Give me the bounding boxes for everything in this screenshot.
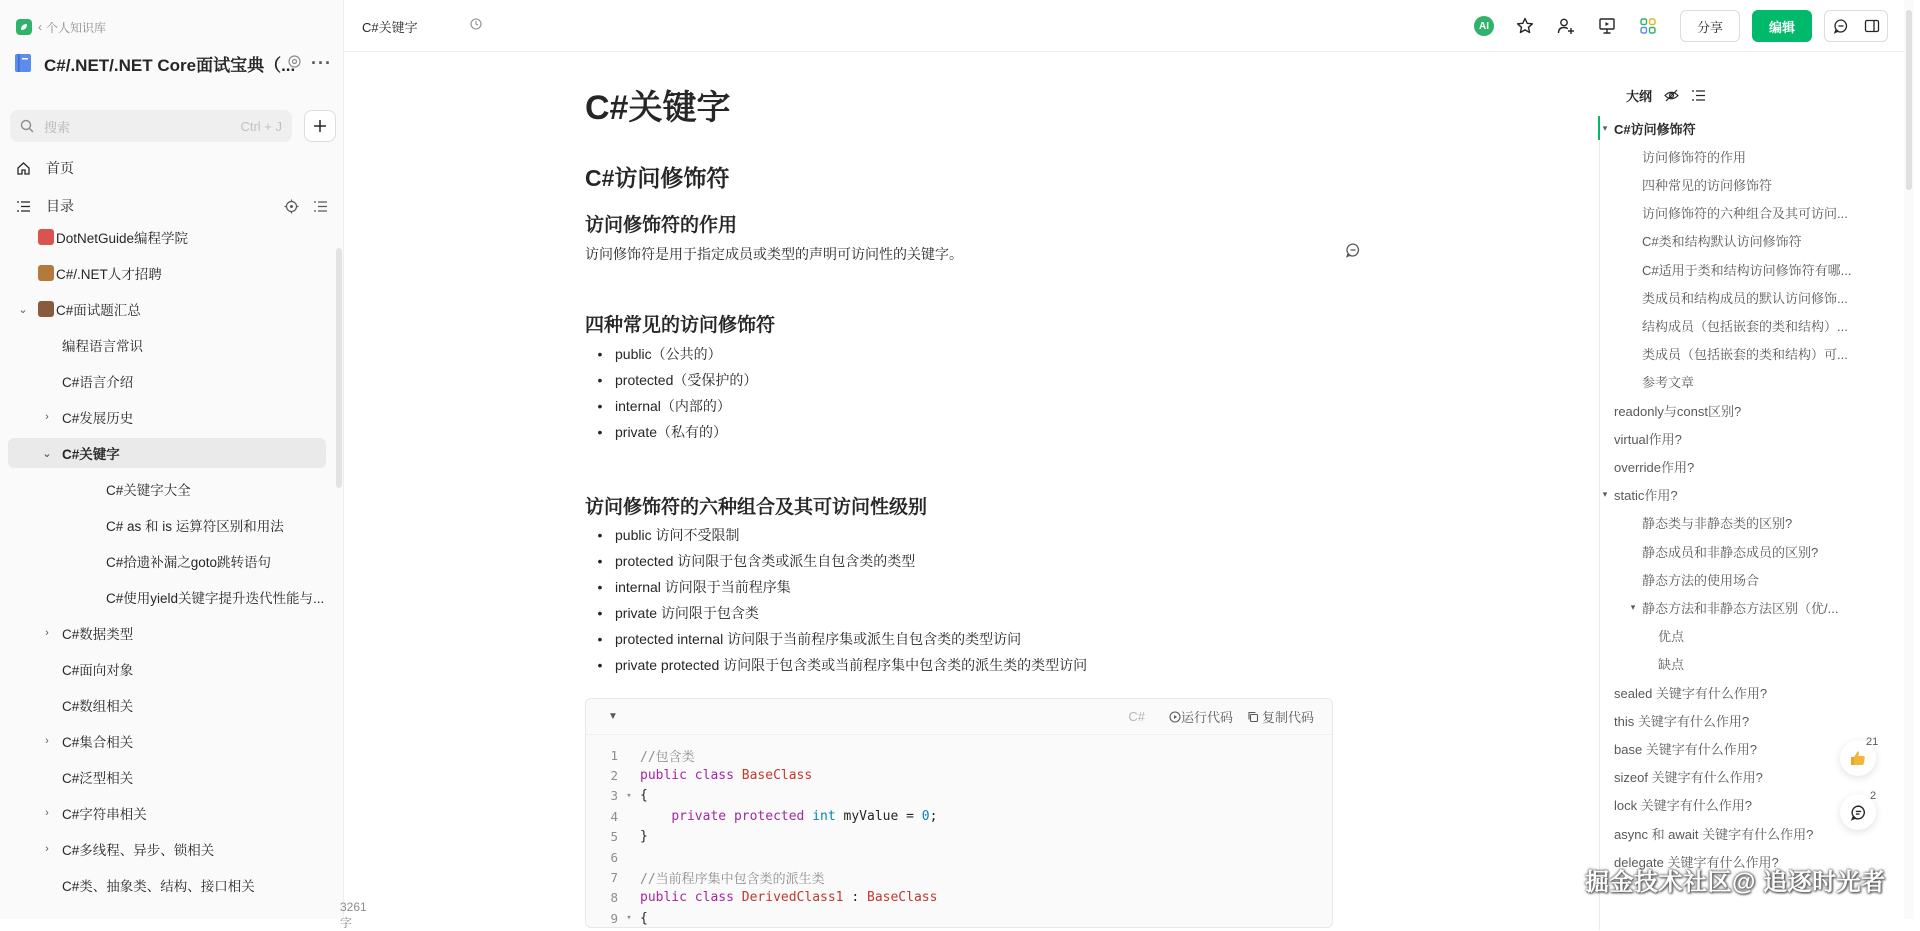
code-line <box>586 847 1332 867</box>
tree-item[interactable] <box>0 726 133 756</box>
chevron-right-icon[interactable]: › <box>45 627 49 639</box>
watermark: 掘金技术社区@ 追逐时光者 <box>1585 869 1886 896</box>
outline-track <box>1599 140 1600 930</box>
apps-icon <box>1639 17 1657 35</box>
outline-item-label: 结构成员（包括嵌套的类和结构）... <box>1642 318 1848 334</box>
edit-button[interactable]: 编辑 <box>1752 10 1812 42</box>
tree-item-label: DotNetGuide编程学院 <box>56 231 189 246</box>
emoji-icon <box>38 301 54 317</box>
tree-item-label: C#/.NET人才招聘 <box>56 267 162 282</box>
list-item: • protected 访问限于包含类或派生自包含类的类型 <box>585 548 1087 574</box>
tree-item-label: C#数组相关 <box>62 699 134 714</box>
code-line <box>586 765 1332 785</box>
chevron-right-icon[interactable]: › <box>45 807 49 819</box>
outline-item[interactable] <box>1642 343 1848 365</box>
outline-item-label: 优点 <box>1658 629 1685 645</box>
list-item: • public 访问不受限制 <box>585 522 1087 548</box>
locate-icon[interactable] <box>284 199 299 214</box>
chevron-right-icon[interactable]: › <box>45 843 49 855</box>
top-bar <box>344 0 1904 52</box>
outline-panel <box>1596 80 1896 919</box>
tree-item-label: C#关键字 <box>62 447 120 462</box>
nav-toc-label: 目录 <box>46 198 74 214</box>
line-number: 2 <box>610 768 618 784</box>
tree-item-label: C#多线程、异步、锁相关 <box>62 843 215 858</box>
emoji-icon <box>38 265 54 281</box>
copy-code-label: 复制代码 <box>1261 710 1314 725</box>
outline-item[interactable] <box>1598 117 1696 139</box>
share-button[interactable]: 分享 <box>1680 10 1740 42</box>
list-item: • internal（内部的） <box>585 393 757 419</box>
page-scrollbar[interactable] <box>1904 0 1914 919</box>
user-plus-icon <box>1557 17 1575 35</box>
outline-item-label: 访问修饰符的作用 <box>1642 149 1747 165</box>
tree-item-label: C#字符串相关 <box>62 807 147 822</box>
outline-item-label: sizeof 关键字有什么作用? <box>1614 770 1763 786</box>
list-item: • public（公共的） <box>585 341 757 367</box>
chevron-right-icon[interactable]: › <box>45 735 49 747</box>
outline-item-label: C#类和结构默认访问修饰符 <box>1642 234 1802 250</box>
star-icon <box>1516 17 1534 35</box>
tree-item-label: C#数据类型 <box>62 627 134 642</box>
triangle-down-icon[interactable]: ▾ <box>1630 601 1636 612</box>
search-icon <box>20 119 34 133</box>
book-icon <box>14 53 32 73</box>
doc-title: C#关键字 <box>585 89 731 127</box>
apps-button[interactable] <box>1632 10 1664 42</box>
tree-item[interactable] <box>0 870 255 900</box>
tree-item-label: 编程语言常识 <box>62 339 143 354</box>
outline-item-label: sealed 关键字有什么作用? <box>1614 685 1768 701</box>
outline-item[interactable] <box>1642 512 1792 534</box>
present-button[interactable] <box>1591 10 1623 42</box>
code-line <box>586 867 1332 887</box>
list-item: • protected（受保护的） <box>585 367 757 393</box>
outline-item[interactable] <box>1642 540 1818 562</box>
chevron-left-icon: ‹ <box>38 20 42 34</box>
plus-icon <box>313 119 327 133</box>
tree-item-label: C#关键字大全 <box>106 483 191 498</box>
add-collaborator-button[interactable] <box>1550 10 1582 42</box>
tree-item[interactable] <box>0 762 133 792</box>
hide-outline-icon[interactable] <box>1664 88 1679 103</box>
run-code-label: 运行代码 <box>1180 710 1233 725</box>
code-text: public class BaseClass <box>640 768 813 784</box>
outline-item-label: delegate 关键字有什么作用? <box>1614 854 1779 870</box>
outline-item[interactable] <box>1642 173 1772 195</box>
thumbs-up-icon <box>1849 749 1867 767</box>
ai-icon: AI <box>1474 16 1494 36</box>
tree-item[interactable] <box>8 438 326 468</box>
app-logo-icon <box>16 19 32 35</box>
outline-item-label: static作用? <box>1614 488 1678 504</box>
book-settings-icon[interactable] <box>288 55 301 71</box>
code-line <box>586 806 1332 826</box>
paragraph-modifier-role: 访问修饰符是用于指定成员或类型的声明可访问性的关键字。 <box>585 246 963 262</box>
outline-item[interactable] <box>1614 681 1767 703</box>
code-text: private protected int myValue = 0; <box>671 808 938 824</box>
outline-item-label: readonly与const区别? <box>1614 403 1742 419</box>
tree-item-label: C#语言介绍 <box>62 375 134 390</box>
search-input[interactable] <box>10 110 292 142</box>
fold-icon[interactable]: ▾ <box>626 790 632 801</box>
heading-four-modifiers: 四种常见的访问修饰符 <box>585 315 776 336</box>
outline-item-label: async 和 await 关键字有什么作用? <box>1614 826 1814 842</box>
code-text: //当前程序集中包含类的派生类 <box>640 872 825 888</box>
triangle-down-icon[interactable]: ▾ <box>1602 489 1608 500</box>
outline-item[interactable] <box>1614 455 1694 477</box>
outline-item[interactable] <box>1642 371 1694 393</box>
code-content[interactable] <box>586 735 1332 929</box>
presentation-icon <box>1598 17 1616 35</box>
word-count: 3261字 <box>340 900 367 930</box>
list-item: • private（私有的） <box>585 419 757 445</box>
nav-home-label: 首页 <box>46 160 74 176</box>
line-number: 8 <box>610 890 618 906</box>
outline-item-label: this 关键字有什么作用? <box>1614 713 1750 729</box>
code-block <box>585 698 1333 928</box>
tree-item-label: C# as 和 is 运算符区别和用法 <box>106 519 284 534</box>
ai-button[interactable] <box>1468 10 1500 42</box>
code-text: { <box>640 910 648 926</box>
tree-item-label: C#面试题汇总 <box>56 303 141 318</box>
tree-item[interactable] <box>0 546 271 576</box>
tree-item[interactable] <box>0 510 284 540</box>
outline-item-label: 静态方法的使用场合 <box>1642 572 1760 588</box>
tree-item[interactable] <box>0 402 133 432</box>
list-six-combinations <box>585 522 1087 678</box>
comment-count: 2 <box>1870 790 1877 802</box>
outline-item[interactable] <box>1642 286 1848 308</box>
copy-code-button[interactable] <box>1247 707 1314 726</box>
list-four-modifiers <box>585 341 757 445</box>
outline-item-label: 静态成员和非静态成员的区别? <box>1642 544 1819 560</box>
tree-item[interactable] <box>0 366 133 396</box>
chevron-down-icon[interactable]: ⌄ <box>42 447 52 460</box>
outline-item-label: 静态方法和非静态方法区别（优/... <box>1642 600 1839 616</box>
list-item: • internal 访问限于当前程序集 <box>585 574 1087 600</box>
line-number: 1 <box>610 747 618 763</box>
tree-item[interactable] <box>0 582 324 612</box>
outline-item[interactable] <box>1642 145 1746 167</box>
triangle-down-icon[interactable]: ▾ <box>1602 122 1608 133</box>
outline-item[interactable] <box>1614 794 1752 816</box>
doc-info-icon[interactable] <box>470 17 482 33</box>
heading-six-combinations: 访问修饰符的六种组合及其可访问性级别 <box>585 497 928 518</box>
outline-item[interactable] <box>1642 230 1802 252</box>
line-number: 6 <box>610 849 618 865</box>
sidebar-scrollbar[interactable] <box>336 248 342 488</box>
sidebar <box>0 0 367 930</box>
outline-item[interactable] <box>1642 202 1848 224</box>
outline-item-label: 类成员和结构成员的默认访问修饰... <box>1642 290 1848 306</box>
code-line <box>586 908 1332 928</box>
chevron-down-icon[interactable]: ⌄ <box>18 303 28 316</box>
search-shortcut: Ctrl + J <box>240 118 282 134</box>
tree-item[interactable] <box>0 618 133 648</box>
comment-panel-icon[interactable] <box>1833 18 1849 34</box>
tree-item[interactable] <box>0 222 188 252</box>
outline-item[interactable] <box>1614 766 1763 788</box>
outline-item[interactable] <box>1642 258 1851 280</box>
list-icon <box>14 197 32 215</box>
outline-item[interactable] <box>1614 822 1813 844</box>
chevron-right-icon[interactable]: › <box>45 411 49 423</box>
outline-item[interactable] <box>1614 709 1749 731</box>
copy-icon <box>1247 711 1259 723</box>
knowledge-base-label: 个人知识库 <box>46 20 107 35</box>
code-text: public class DerivedClass1 : BaseClass <box>640 890 938 906</box>
collapse-code-icon[interactable]: ▼ <box>608 711 618 722</box>
outline-item-label: lock 关键字有什么作用? <box>1614 798 1752 814</box>
code-text: { <box>640 788 648 804</box>
tree-item[interactable] <box>0 798 147 828</box>
line-number: 3 <box>610 788 618 804</box>
line-number: 7 <box>610 870 618 886</box>
outline-item-label: override作用? <box>1614 459 1695 475</box>
code-language[interactable]: C# <box>1128 709 1145 724</box>
outline-title: 大纲 <box>1626 89 1653 104</box>
outline-item-label: 参考文章 <box>1642 375 1695 391</box>
add-button[interactable] <box>304 110 336 142</box>
star-button[interactable] <box>1509 10 1541 42</box>
outline-item-label: virtual作用? <box>1614 431 1682 447</box>
outline-item[interactable] <box>1642 314 1848 336</box>
list-item: • private 访问限于包含类 <box>585 600 1087 626</box>
knowledge-base-link[interactable] <box>16 18 106 36</box>
page-scrollbar-thumb[interactable] <box>1906 10 1912 190</box>
outline-item[interactable] <box>1626 596 1838 618</box>
tree-item-label: C#拾遗补漏之goto跳转语句 <box>106 555 272 570</box>
tree-item-label: C#集合相关 <box>62 735 134 750</box>
tree-item[interactable] <box>0 330 143 360</box>
tree-item[interactable] <box>0 294 141 324</box>
line-number: 5 <box>610 829 618 845</box>
like-count: 21 <box>1866 736 1879 748</box>
code-toolbar <box>586 699 1332 735</box>
run-code-button[interactable] <box>1169 707 1233 726</box>
tree-item[interactable] <box>0 654 133 684</box>
outline-item[interactable] <box>1658 653 1684 675</box>
outline-item[interactable] <box>1614 737 1757 759</box>
heading-modifier-role: 访问修饰符的作用 <box>585 215 738 236</box>
tree-item[interactable] <box>0 690 133 720</box>
outline-item-label: 静态类与非静态类的区别? <box>1642 516 1793 532</box>
tree-item-label: C#类、抽象类、结构、接口相关 <box>62 879 255 894</box>
search-placeholder: 搜索 <box>44 119 71 135</box>
tree-item-label: C#面向对象 <box>62 663 134 678</box>
outline-item-label: 访问修饰符的六种组合及其可访问... <box>1642 206 1848 222</box>
line-number: 4 <box>610 808 618 824</box>
outline-item-label: base 关键字有什么作用? <box>1614 741 1758 757</box>
outline-item-label: 四种常见的访问修饰符 <box>1642 177 1773 193</box>
outline-item[interactable] <box>1658 625 1684 647</box>
list-item: • protected internal 访问限于当前程序集或派生自包含类的类型访问 <box>585 626 1087 652</box>
view-toggle-group <box>1824 10 1888 42</box>
tree-item[interactable] <box>0 258 162 288</box>
outline-header <box>1626 86 1706 105</box>
sidebar-panel-icon[interactable] <box>1864 18 1880 34</box>
outline-item-label: 缺点 <box>1658 657 1685 673</box>
code-line <box>586 827 1332 847</box>
breadcrumb: C#关键字 <box>362 20 418 35</box>
tree-item[interactable] <box>0 474 191 504</box>
line-number: 9 <box>610 910 618 926</box>
outline-item[interactable] <box>1614 427 1682 449</box>
tree-item-label: C#发展历史 <box>62 411 134 426</box>
outline-item-label: C#访问修饰符 <box>1614 121 1696 137</box>
code-line <box>586 888 1332 908</box>
heading-access-modifiers: C#访问修饰符 <box>585 165 730 191</box>
code-line <box>586 786 1332 806</box>
home-icon <box>14 159 32 177</box>
fold-icon[interactable]: ▾ <box>626 913 632 924</box>
outline-item-label: C#适用于类和结构访问修饰符有哪... <box>1642 262 1852 278</box>
code-line <box>586 745 1332 765</box>
add-comment-icon[interactable] <box>1345 242 1361 261</box>
code-text: //包含类 <box>640 749 695 765</box>
more-icon[interactable]: ··· <box>311 52 332 73</box>
outline-item[interactable] <box>1614 399 1741 421</box>
book-title: C#/.NET/.NET Core面试宝典（... <box>44 55 296 75</box>
code-text: } <box>640 829 648 845</box>
play-icon <box>1169 711 1181 723</box>
tree-item-label: C#泛型相关 <box>62 771 134 786</box>
nav-toc[interactable] <box>14 191 336 221</box>
nav-home[interactable] <box>14 153 336 183</box>
comment-icon <box>1850 804 1867 821</box>
toc-settings-icon[interactable] <box>313 199 328 214</box>
outline-level-icon[interactable] <box>1691 88 1706 103</box>
outline-item[interactable] <box>1642 568 1759 590</box>
book-header[interactable] <box>14 50 332 76</box>
tree-item-label: C#使用yield关键字提升迭代性能与... <box>106 591 325 606</box>
list-item: • private protected 访问限于包含类或当前程序集中包含类的派生类的类型访问 <box>585 652 1087 678</box>
tree-item[interactable] <box>0 834 214 864</box>
outline-item-label: 类成员（包括嵌套的类和结构）可... <box>1642 347 1848 363</box>
emoji-icon <box>38 229 54 245</box>
outline-item[interactable] <box>1598 484 1678 506</box>
